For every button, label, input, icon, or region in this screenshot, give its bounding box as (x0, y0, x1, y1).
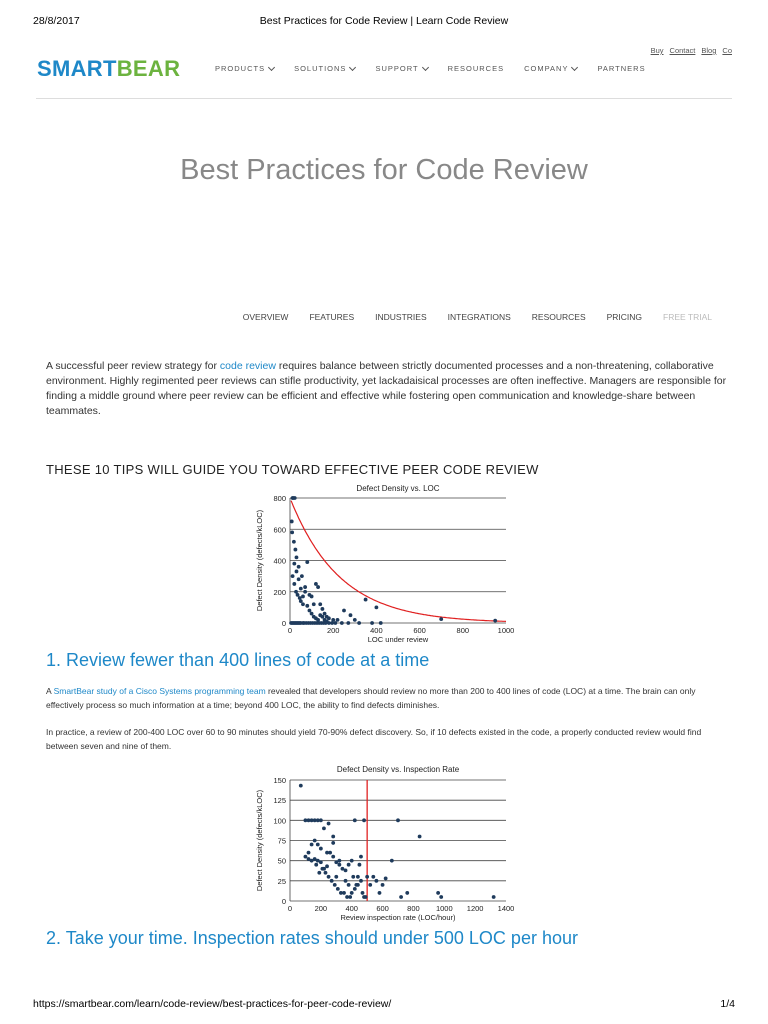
data-point (327, 875, 331, 879)
print-url: https://smartbear.com/learn/code-review/best-practices-for-peer-code-review/ (33, 998, 392, 1010)
y-tick-label: 75 (277, 836, 286, 846)
data-point (354, 883, 358, 887)
data-point (436, 891, 440, 895)
data-point (333, 883, 337, 887)
data-point (310, 595, 314, 599)
y-tick-label: 200 (273, 587, 286, 597)
chevron-down-icon (268, 63, 275, 70)
data-point (439, 895, 443, 899)
data-point (353, 618, 357, 622)
nav-label: SUPPORT (375, 64, 419, 73)
data-point (364, 598, 368, 602)
header-divider (36, 98, 732, 99)
link-contact[interactable]: Contact (669, 46, 696, 55)
smartbear-study-link[interactable]: SmartBear study of a Cisco Systems programming team (53, 686, 266, 696)
data-point (331, 855, 335, 859)
data-point (325, 851, 329, 855)
data-point (439, 617, 443, 621)
print-title: Best Practices for Code Review | Learn Code Review (259, 15, 509, 27)
data-point (299, 587, 303, 591)
data-point (294, 548, 298, 552)
link-buy[interactable]: Buy (650, 46, 664, 55)
data-point (293, 496, 297, 500)
data-point (330, 621, 334, 625)
data-point (344, 868, 348, 872)
data-point (303, 590, 307, 594)
print-date: 28/8/2017 (33, 15, 80, 27)
y-tick-label: 100 (273, 816, 286, 826)
tab-pricing[interactable]: PRICING (606, 312, 643, 322)
chart-title: Defect Density vs. Inspection Rate (336, 765, 460, 774)
x-axis-label: LOC under review (367, 635, 429, 644)
x-tick-label: 0 (287, 904, 293, 913)
para-text: A (46, 686, 54, 696)
data-point (322, 827, 326, 831)
x-tick-label: 1000 (435, 904, 453, 913)
data-point (327, 616, 331, 620)
data-point (321, 615, 325, 619)
chart-defect-density-vs-inspection-rate (248, 762, 528, 926)
data-point (295, 555, 299, 559)
data-point (305, 604, 309, 608)
tab-industries[interactable]: INDUSTRIES (375, 312, 427, 322)
data-point (390, 859, 394, 863)
data-point (325, 864, 329, 868)
intro-paragraph (46, 359, 730, 419)
x-tick-label: 400 (370, 626, 383, 635)
para-text: revealed that developers should review no more than 200 to 400 lines of code (LOC) at a time. The brain can only effectively process so much information at a time; beyond 400 LOC, the ability to find defects diminishes. (46, 686, 696, 710)
x-tick-label: 1400 (497, 904, 515, 913)
sub-nav (243, 312, 712, 322)
y-tick-label: 800 (273, 494, 286, 503)
data-point (290, 520, 294, 524)
data-point (344, 879, 348, 883)
data-point (350, 859, 354, 863)
tab-resources[interactable]: RESOURCES (531, 312, 586, 322)
intro-text: requires balance between strictly documented processes and a non-threatening, collaborative environment. Highly regimented peer reviews can stifle productivity, yet lackadaisical processes are often ineffective. Managers are responsible for finding a middle ground where peer review can be efficient and effective while fostering open communication and knowledge-share between teammates. (46, 360, 727, 417)
data-point (301, 595, 305, 599)
chevron-down-icon (571, 63, 578, 70)
data-point (334, 875, 338, 879)
main-nav (215, 64, 646, 73)
page-title: Best Practices for Code Review (180, 154, 588, 186)
nav-resources[interactable] (448, 64, 505, 73)
tab-features[interactable]: FEATURES (309, 312, 355, 322)
nav-partners[interactable] (597, 64, 645, 73)
data-point (321, 607, 325, 611)
data-point (310, 843, 314, 847)
x-axis-label: Review inspection rate (LOC/hour) (340, 913, 456, 922)
data-point (292, 582, 296, 586)
free-trial-link[interactable]: FREE TRIAL (663, 312, 712, 322)
data-point (347, 863, 351, 867)
data-point (381, 883, 385, 887)
data-point (305, 560, 309, 564)
x-tick-label: 800 (456, 626, 470, 635)
data-point (347, 883, 351, 887)
data-point (292, 540, 296, 544)
x-tick-label: 200 (326, 626, 340, 635)
data-point (317, 871, 321, 875)
data-point (299, 599, 303, 603)
tip1-heading: 1. Review fewer than 400 lines of code at a time (46, 650, 430, 670)
data-point (330, 879, 334, 883)
y-tick-label: 400 (273, 556, 286, 566)
data-point (316, 843, 320, 847)
data-point (297, 565, 301, 569)
y-tick-label: 150 (273, 776, 286, 785)
data-point (364, 895, 368, 899)
code-review-link[interactable]: code review (219, 360, 276, 372)
data-point (290, 530, 294, 534)
nav-label: RESOURCES (447, 64, 505, 73)
data-point (301, 602, 305, 606)
nav-label: PARTNERS (597, 64, 646, 73)
data-point (342, 609, 346, 613)
data-point (399, 895, 403, 899)
utility-links (651, 46, 732, 55)
data-point (295, 570, 299, 574)
chart-defect-density-vs-loc (248, 481, 528, 646)
data-point (370, 621, 374, 625)
data-point (359, 855, 363, 859)
data-point (331, 835, 335, 839)
data-point (327, 822, 331, 826)
y-tick-label: 0 (281, 897, 286, 906)
data-point (346, 621, 350, 625)
data-point (324, 871, 328, 875)
data-point (310, 612, 314, 616)
data-point (336, 618, 340, 622)
x-tick-label: 800 (407, 904, 420, 913)
x-tick-label: 600 (376, 904, 389, 913)
tab-overview[interactable]: OVERVIEW (242, 312, 289, 322)
data-point (319, 818, 323, 822)
data-point (319, 847, 323, 851)
data-point (384, 877, 388, 881)
data-point (356, 875, 360, 879)
data-point (318, 602, 322, 606)
x-tick-label: 0 (287, 626, 293, 635)
data-point (337, 863, 341, 867)
y-tick-label: 25 (277, 876, 286, 886)
nav-label: PRODUCTS (215, 64, 266, 73)
data-point (378, 891, 382, 895)
smartbear-logo[interactable] (37, 56, 180, 82)
data-point (291, 574, 295, 578)
link-community[interactable]: Co (722, 46, 732, 55)
y-tick-label: 50 (277, 856, 286, 866)
print-footer (33, 998, 735, 1012)
intro-text: A successful peer review strategy for (46, 360, 220, 372)
print-page-number: 1/4 (720, 998, 735, 1010)
data-point (361, 891, 365, 895)
data-point (379, 621, 383, 625)
data-point (323, 612, 327, 616)
data-point (297, 577, 301, 581)
data-point (296, 593, 300, 597)
data-point (299, 784, 303, 788)
print-header (33, 15, 735, 29)
data-point (313, 839, 317, 843)
data-point (348, 895, 352, 899)
data-point (319, 860, 323, 864)
data-point (303, 585, 307, 589)
nav-label: COMPANY (524, 64, 569, 73)
logo-part-bear: BEAR (116, 56, 181, 81)
logo-part-smart: SMART (37, 56, 117, 81)
nav-company[interactable] (524, 64, 577, 73)
data-point (321, 867, 325, 871)
data-point (314, 863, 318, 867)
data-point (358, 863, 362, 867)
data-point (493, 619, 497, 623)
data-point (316, 585, 320, 589)
trend-curve (291, 501, 506, 622)
data-point (357, 621, 361, 625)
data-point (375, 605, 379, 609)
tab-integrations[interactable]: INTEGRATIONS (447, 312, 511, 322)
y-tick-label: 0 (281, 619, 286, 628)
data-point (349, 613, 353, 617)
data-point (375, 879, 379, 883)
data-point (492, 895, 496, 899)
y-tick-label: 600 (273, 525, 286, 535)
x-tick-label: 400 (345, 904, 358, 913)
data-point (308, 609, 312, 613)
chevron-down-icon (422, 63, 429, 70)
chevron-down-icon (349, 63, 356, 70)
data-point (359, 879, 363, 883)
data-point (337, 859, 341, 863)
data-point (336, 887, 340, 891)
nav-solutions[interactable] (294, 64, 355, 73)
data-point (371, 875, 375, 879)
data-point (418, 835, 422, 839)
nav-label: SOLUTIONS (294, 64, 347, 73)
data-point (324, 621, 328, 625)
data-point (314, 582, 318, 586)
tip1-paragraph-2: In practice, a review of 200-400 LOC over 60 to 90 minutes should yield 70-90% defect discovery. So, if 10 defects existed in the code, a properly conducted review would find between seven and nine of them. (46, 727, 702, 751)
data-point (365, 875, 369, 879)
data-point (331, 841, 335, 845)
data-point (350, 891, 354, 895)
x-tick-label: 1000 (497, 626, 515, 635)
x-tick-label: 1200 (466, 904, 484, 913)
data-point (351, 875, 355, 879)
chart-title: Defect Density vs. LOC (356, 484, 440, 493)
nav-support[interactable] (375, 64, 427, 73)
data-point (312, 602, 316, 606)
y-axis-label: Defect Density (defects/kLOC) (255, 789, 264, 892)
data-point (327, 621, 331, 625)
data-point (405, 891, 409, 895)
data-point (340, 621, 344, 625)
tip1-paragraph-1 (46, 684, 730, 712)
data-point (307, 851, 311, 855)
data-point (353, 818, 357, 822)
data-point (292, 562, 296, 566)
data-point (333, 621, 337, 625)
y-axis-label: Defect Density (defects/kLOC) (255, 509, 264, 612)
data-point (353, 887, 357, 891)
link-blog[interactable]: Blog (701, 46, 717, 55)
data-point (368, 883, 372, 887)
data-point (304, 855, 308, 859)
tips-heading: THESE 10 TIPS WILL GUIDE YOU TOWARD EFFECTIVE PEER CODE REVIEW (46, 462, 539, 477)
tip2-heading: 2. Take your time. Inspection rates should under 500 LOC per hour (46, 928, 578, 948)
data-point (342, 891, 346, 895)
x-tick-label: 200 (314, 904, 328, 913)
data-point (396, 818, 400, 822)
data-point (300, 574, 304, 578)
data-point (362, 818, 366, 822)
data-point (310, 859, 314, 863)
y-tick-label: 125 (273, 796, 286, 806)
x-tick-label: 600 (413, 626, 426, 635)
nav-products[interactable] (215, 64, 274, 73)
